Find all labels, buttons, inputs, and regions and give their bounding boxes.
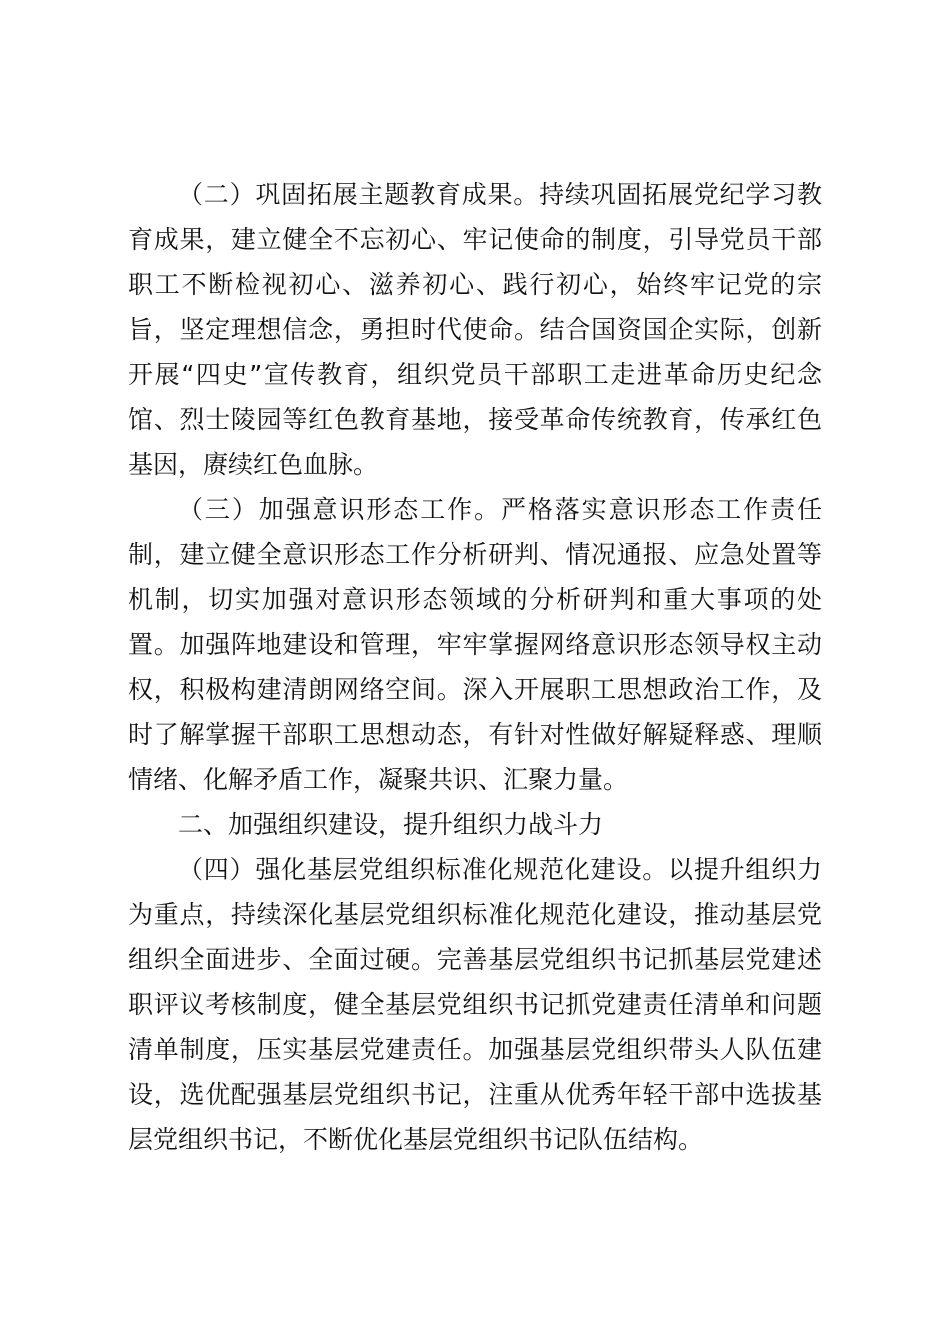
document-body: [128, 172, 822, 1162]
text-line: （二）巩固拓展主题教育成果。持续巩固拓展党纪学习教: [178, 180, 822, 209]
text-line: （四）强化基层党组织标准化规范化建设。以提升组织力: [178, 855, 822, 884]
text-line: （三）加强意识形态工作。严格落实意识形态工作责任: [178, 495, 822, 524]
text-line: 组织全面进步、全面过硬。完善基层党组织书记抓基层党建述: [128, 945, 822, 974]
text-line: 育成果，建立健全不忘初心、牢记使命的制度，引导党员干部: [128, 225, 822, 254]
text-line: 旨，坚定理想信念，勇担时代使命。结合国资国企实际，创新: [128, 315, 822, 344]
text-line: 层党组织书记，不断优化基层党组织书记队伍结构。: [128, 1125, 704, 1154]
text-line: 馆、烈士陵园等红色教育基地，接受革命传统教育，传承红色: [128, 405, 822, 434]
paragraph-3-ideology-work: [128, 487, 822, 802]
text-line: 权，积极构建清朗网络空间。深入开展职工思想政治工作，及: [128, 675, 822, 704]
text-line: 开展“四史”宣传教育，组织党员干部职工走进革命历史纪念: [128, 360, 822, 389]
paragraph-2-consolidate-education: [128, 172, 822, 487]
section-heading-organization: [128, 802, 822, 847]
text-line: 职评议考核制度，健全基层党组织书记抓党建责任清单和问题: [128, 990, 822, 1019]
text-line: 机制，切实加强对意识形态领域的分析研判和重大事项的处: [128, 585, 822, 614]
text-line: 制，建立健全意识形态工作分析研判、情况通报、应急处置等: [128, 540, 822, 569]
text-line: 置。加强阵地建设和管理，牢牢掌握网络意识形态领导权主动: [128, 630, 822, 659]
paragraph-4-standardization: [128, 847, 822, 1162]
text-line: 情绪、化解矛盾工作，凝聚共识、汇聚力量。: [128, 765, 629, 794]
text-line: 职工不断检视初心、滋养初心、践行初心，始终牢记党的宗: [128, 270, 822, 299]
text-line: 为重点，持续深化基层党组织标准化规范化建设，推动基层党: [128, 900, 822, 929]
text-line: 设，选优配强基层党组织书记，注重从优秀年轻干部中选拔基: [128, 1080, 822, 1109]
text-line: 基因，赓续红色血脉。: [128, 450, 379, 479]
text-line: 时了解掌握干部职工思想动态，有针对性做好解疑释惑、理顺: [128, 720, 822, 749]
section-heading: 二、加强组织建设，提升组织力战斗力: [178, 810, 604, 839]
text-line: 清单制度，压实基层党建责任。加强基层党组织带头人队伍建: [128, 1035, 822, 1064]
